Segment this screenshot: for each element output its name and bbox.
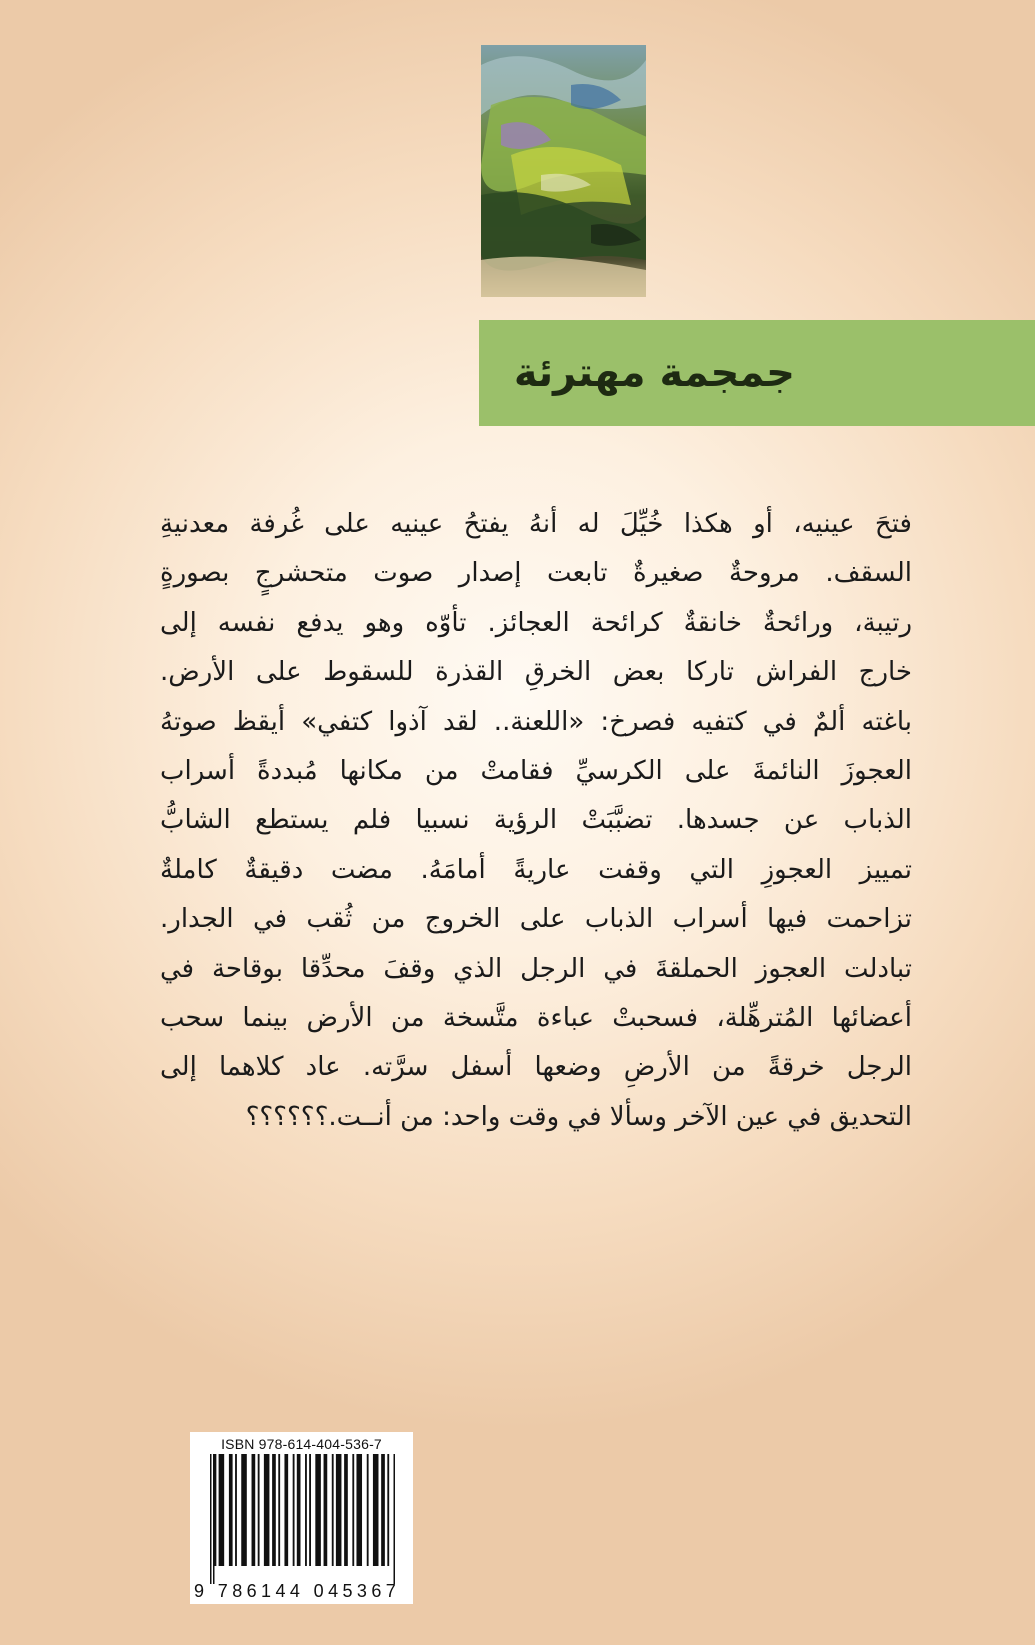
- barcode-bar: [252, 1454, 256, 1566]
- blurb-line: تبادلت العجوز الحملقةَ في الرجل الذي وقفَ محدِّقا بوقاحة في: [160, 953, 912, 984]
- book-title: جمجمة مهترئة: [513, 350, 795, 396]
- barcode-bar: [210, 1454, 212, 1584]
- barcode-bar: [215, 1454, 217, 1566]
- blurb-line: التحديق في عين الآخر وسألا في وقت واحد: من أنــت.؟؟؟؟؟؟: [245, 1101, 912, 1132]
- barcode-bar: [293, 1454, 295, 1566]
- blurb-line: السقف. مروحةٌ صغيرةٌ تابعت إصدار صوت متحشرجٍ بصورةٍ: [160, 558, 912, 589]
- blurb-line: رتيبة، ورائحةٌ خانقةٌ كرائحة العجائز. تأوّه وهو يدفع نفسه إلى: [160, 607, 912, 638]
- barcode-bar: [241, 1454, 247, 1566]
- barcode-bar: [305, 1454, 307, 1566]
- isbn-label: ISBN 978-614-404-536-7: [221, 1436, 382, 1452]
- barcode-bar: [278, 1454, 280, 1566]
- barcode-bar: [258, 1454, 260, 1566]
- barcode-digits: 9 786144 045367: [194, 1581, 401, 1601]
- blurb-line: الذباب عن جسدها. تضبَّبَتْ الرؤية نسبيا فلم يستطع الشابُّ: [160, 805, 912, 836]
- barcode-bar: [373, 1454, 379, 1566]
- barcode-bar: [344, 1454, 348, 1566]
- barcode-bar: [352, 1454, 354, 1566]
- barcode-bar: [297, 1454, 301, 1566]
- barcode-bar: [336, 1454, 342, 1566]
- barcode-bar: [324, 1454, 328, 1566]
- blurb-line: فتحَ عينيه، أو هكذا خُيِّلَ له أنهُ يفتحُ عينيه على غُرفة معدنيةِ: [160, 509, 912, 539]
- barcode-bar: [309, 1454, 311, 1566]
- barcode-bar: [264, 1454, 270, 1566]
- cover-artwork: [481, 45, 646, 297]
- title-band: [479, 320, 1035, 426]
- abstract-painting-image: [481, 45, 646, 297]
- blurb-line: تمييز العجوزِ التي وقفت عاريةً أمامَهُ. مضت دقيقةٌ كاملةٌ: [160, 854, 912, 885]
- barcode-bar: [332, 1454, 334, 1566]
- barcode-bar: [229, 1454, 233, 1566]
- barcode-bars: [210, 1454, 398, 1584]
- barcode-bar: [284, 1454, 288, 1566]
- blurb-line: الرجل خرقةً من الأرضِ وضعها أسفل سرَّته. عاد كلاهما إلى: [160, 1052, 912, 1083]
- barcode-bar: [213, 1454, 215, 1584]
- isbn-barcode: [190, 1432, 413, 1604]
- barcode-bar: [315, 1454, 321, 1566]
- barcode-bar: [235, 1454, 237, 1566]
- blurb-line: أعضائها المُترهِّلة، فسحبتْ عباءة متَّسخة من الأرض بينما سحب: [160, 1003, 912, 1034]
- back-cover-blurb: [160, 500, 912, 1142]
- blurb-line: خارج الفراش تاركا بعض الخرقِ القذرة للسقوط على الأرض.: [160, 657, 912, 688]
- barcode-bar: [272, 1454, 276, 1566]
- blurb-line: باغته ألمٌ في كتفيه فصرخ: «اللعنة.. لقد آذوا كتفي» أيقظ صوتهُ: [160, 706, 912, 737]
- barcode-bar: [356, 1454, 362, 1566]
- barcode-bar: [219, 1454, 225, 1566]
- barcode-bar: [387, 1454, 389, 1566]
- blurb-line: العجوزَ النائمةَ على الكرسيِّ فقامتْ من مكانها مُبددةً أسراب: [160, 756, 912, 787]
- barcode-bar: [367, 1454, 369, 1566]
- blurb-line: تزاحمت فيها أسراب الذباب على الخروج من ثُقب في الجدار.: [160, 904, 912, 935]
- barcode-bar: [381, 1454, 385, 1566]
- barcode-bar: [394, 1454, 396, 1584]
